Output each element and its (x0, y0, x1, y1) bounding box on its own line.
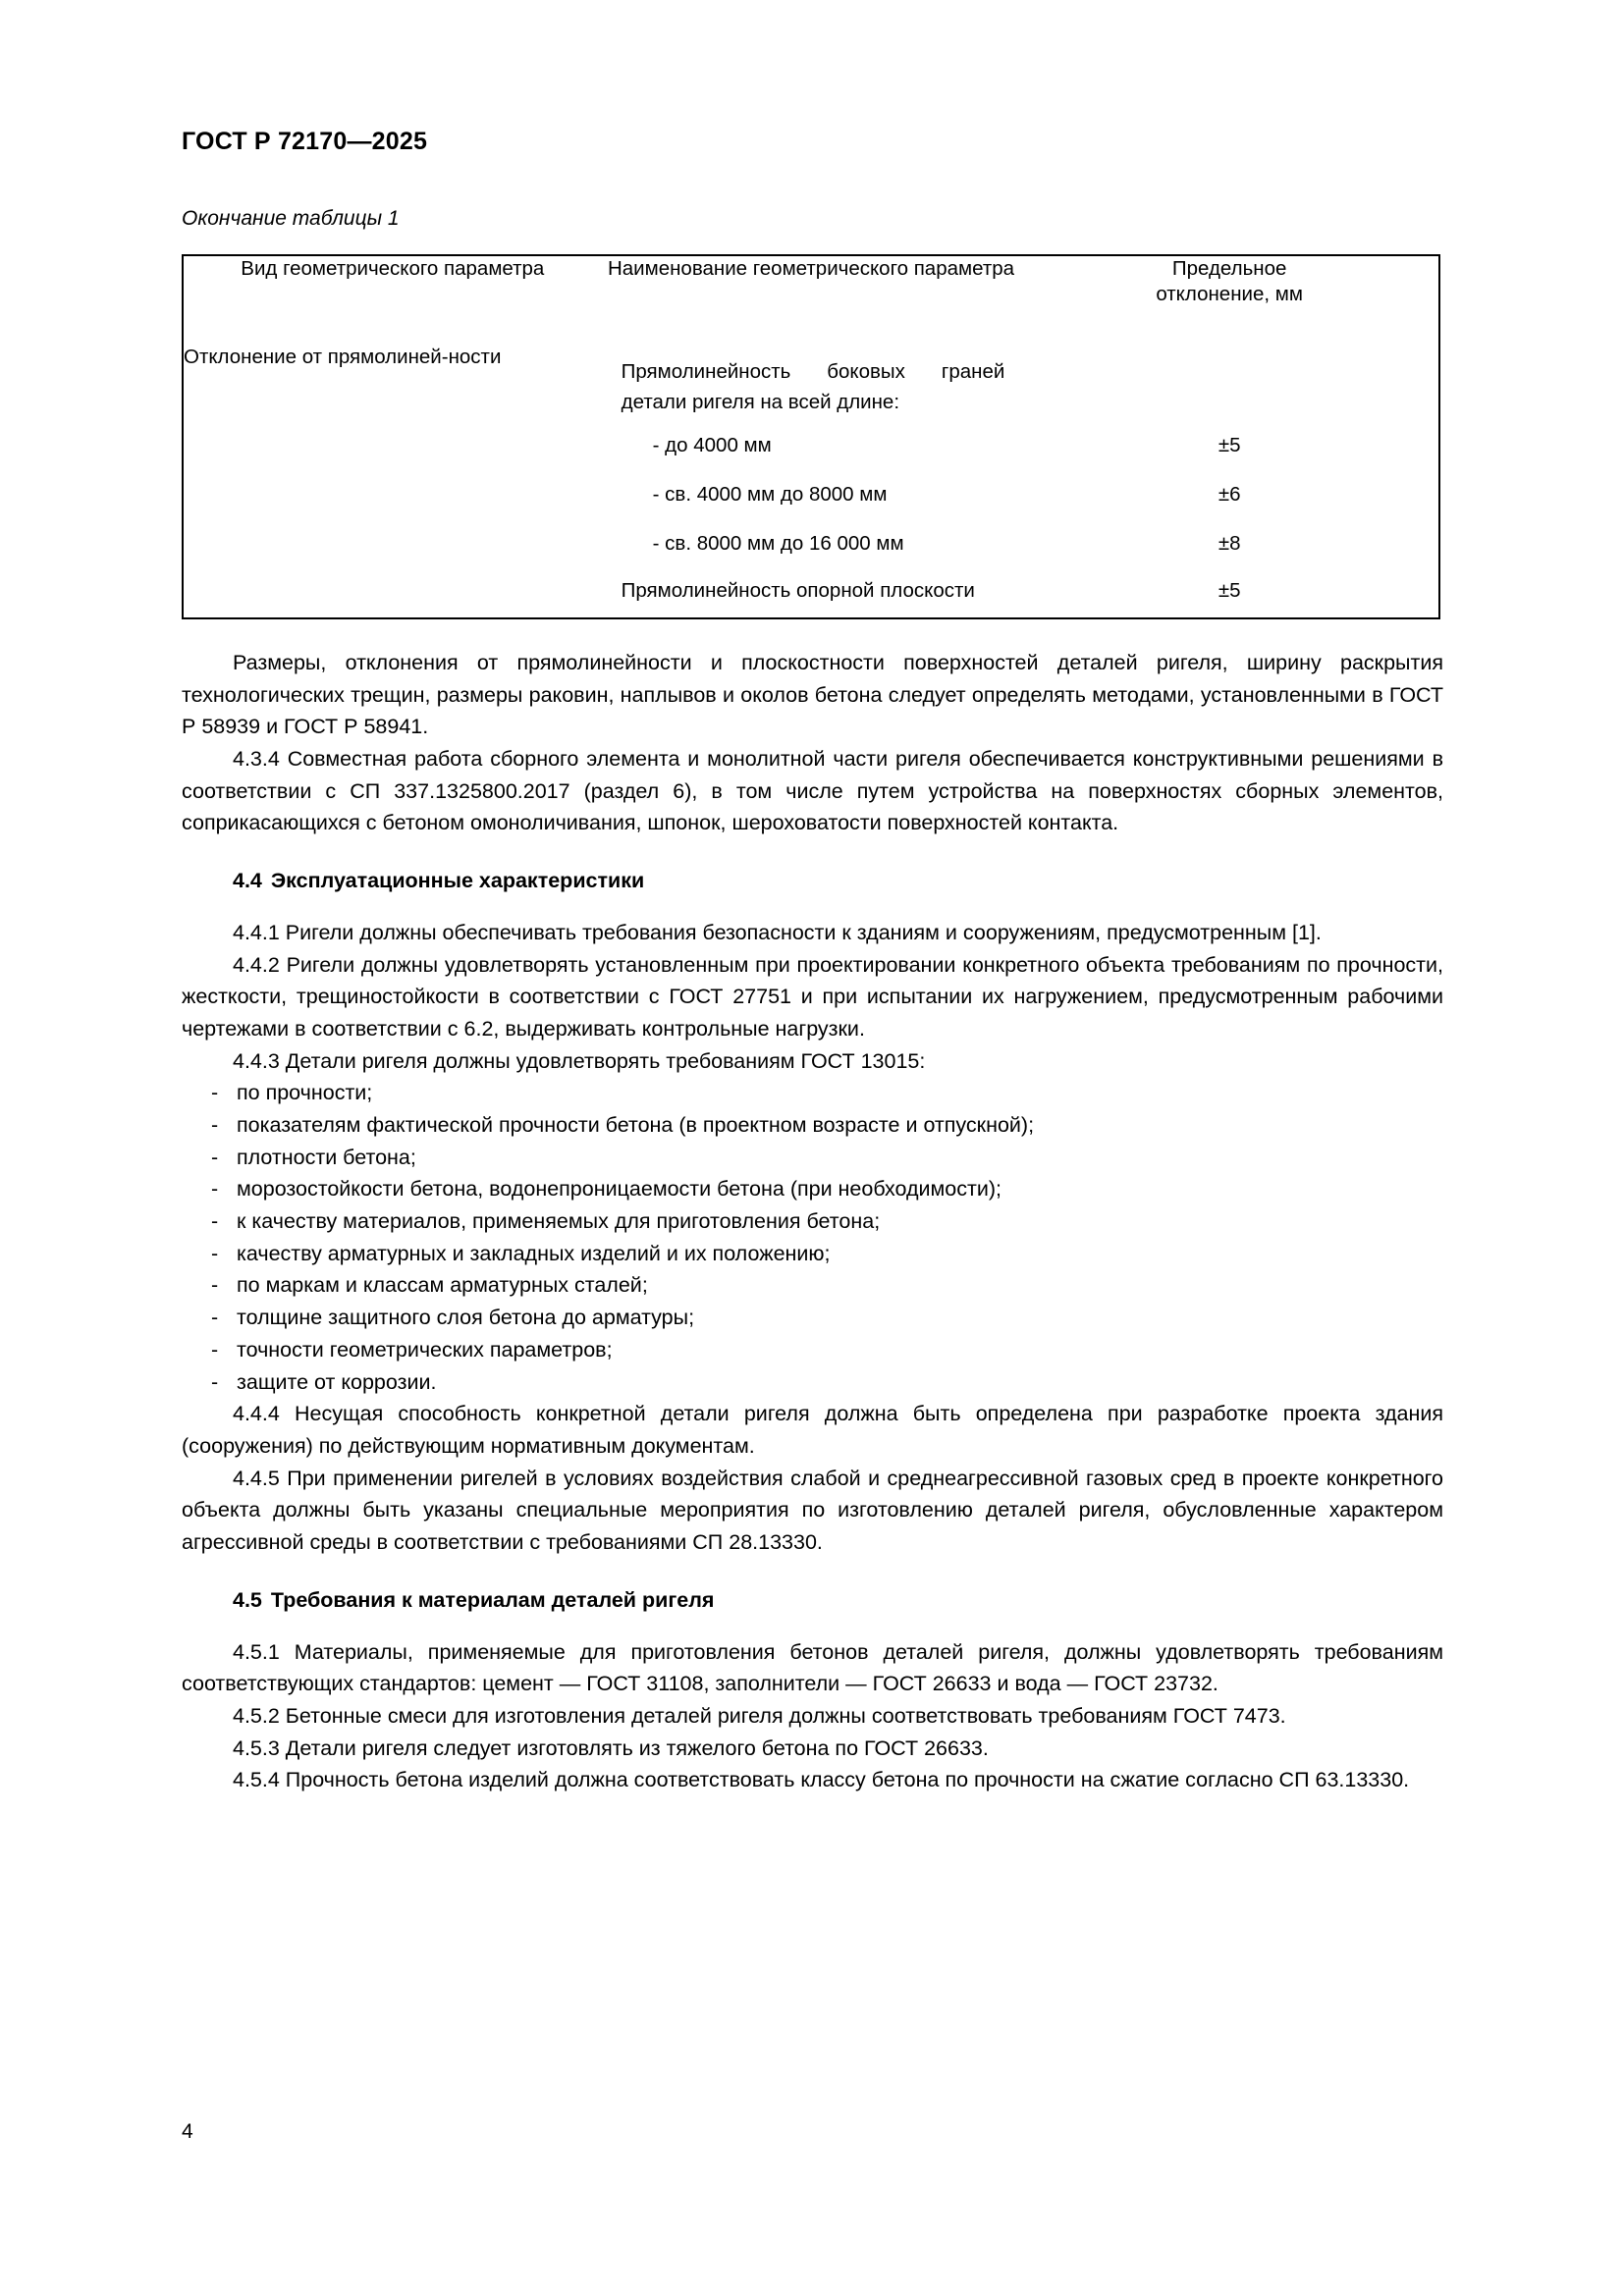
table-caption: Окончание таблицы 1 (182, 207, 400, 230)
paragraph-4-5-3: 4.5.3 Детали ригеля следует изготовлять из тяжелого бетона по ГОСТ 26633. (233, 1735, 989, 1760)
cell-parameter-names (602, 343, 1021, 618)
paragraph-sizes: Размеры, отклонения от прямолинейности и плоскостности поверхностей деталей ригеля, ширину раскрытия технологических трещин, размеры раковин, наплывов и околов бетона следует определять методами, установленными в ГОСТ Р 58939 и ГОСТ Р 58941. (182, 651, 1443, 739)
list-dash: - (211, 1209, 219, 1234)
heading-4-5-title: Требования к материалам деталей ригеля (270, 1587, 715, 1612)
list-dash: - (211, 1177, 219, 1201)
paragraph-4-4-3: 4.4.3 Детали ригеля должны удовлетворять требованиям ГОСТ 13015: (233, 1048, 926, 1073)
list-item-text: точности геометрических параметров; (237, 1337, 613, 1362)
deviation-value-2: ±6 (1218, 483, 1241, 506)
list-dash: - (211, 1241, 219, 1265)
cell-parameter-type: Отклонение от прямолиней-​ности (184, 346, 502, 368)
page-content (182, 128, 1443, 1796)
list-item (182, 1302, 1443, 1334)
paragraph-4-4-1: 4.4.1 Ригели должны обеспечивать требования безопасности к зданиям и сооружениям, предусмотренным [1]. (233, 921, 1322, 945)
list-item (182, 1238, 1443, 1270)
table-header-cell-type: Вид геометрического параметра (241, 257, 545, 280)
list-dash: - (211, 1337, 219, 1362)
list-dash: - (211, 1369, 219, 1394)
parameter-item-4: Прямолинейность опорной плоскости (621, 579, 975, 603)
list-dash: - (211, 1306, 219, 1330)
list-item-text: по прочности; (237, 1081, 373, 1105)
deviation-value-3: ±8 (1218, 531, 1241, 555)
running-header: ГОСТ Р 72170—2025 (182, 128, 428, 155)
cell-deviation-values (1020, 343, 1439, 618)
list-item (182, 1109, 1443, 1142)
deviation-value-1: ±5 (1218, 434, 1241, 457)
list-item-text: морозостойкости бетона, водонепроницаемости бетона (при необходимости); (237, 1177, 1001, 1201)
paragraph-4-4-2: 4.4.2 Ригели должны удовлетворять установленным при проектировании конкретного объекта требованиям по прочности, жесткости, трещиностойкости в соответствии с ГОСТ 27751 и при испытании их нагружением, предусмотренным рабочими чертежами в соответствии с 6.2, выдерживать контрольные нагрузки. (182, 952, 1443, 1041)
page-number: 4 (182, 2120, 193, 2143)
heading-4-4-title: Эксплуатационные характеристики (270, 869, 645, 893)
table-header-cell-name: Наименование геометрического параметра (607, 257, 1015, 280)
list-item-text: по маркам и классам арматурных сталей; (237, 1273, 648, 1298)
parameter-item-1: - до 4000 мм (652, 434, 772, 457)
list-item-text: защите от коррозии. (237, 1369, 437, 1394)
table-header-row (183, 255, 1439, 343)
list-item (182, 1205, 1443, 1238)
table-header-deviation-line2: отклонение, мм (1156, 283, 1303, 306)
table-row (183, 343, 1439, 618)
heading-4-4-number: 4.4 (233, 869, 262, 893)
list-item-text: качеству арматурных и закладных изделий и их положению; (237, 1241, 831, 1265)
list-item (182, 1142, 1443, 1174)
list-dash: - (211, 1081, 219, 1105)
list-item (182, 1366, 1443, 1399)
list-item (182, 1334, 1443, 1366)
parameter-item-3: - св. 8000 мм до 16 000 мм (652, 531, 904, 555)
list-item-text: к качеству материалов, применяемых для приготовления бетона; (237, 1209, 881, 1234)
parameter-item-2: - св. 4000 мм до 8000 мм (652, 483, 888, 506)
list-dash: - (211, 1273, 219, 1298)
heading-4-5 (233, 1588, 1443, 1613)
paragraph-4-4-4: 4.4.4 Несущая способность конкретной детали ригеля должна быть определена при разработке проекта здания (сооружения) по действующим нормативным документам. (182, 1402, 1443, 1458)
deviation-value-4: ±5 (1218, 579, 1241, 603)
table-header-cell-deviation (1020, 255, 1439, 343)
list-4-4-3 (182, 1077, 1443, 1398)
list-item-text: толщине защитного слоя бетона до арматуры; (237, 1306, 695, 1330)
list-item (182, 1173, 1443, 1205)
paragraph-4-5-2: 4.5.2 Бетонные смеси для изготовления деталей ригеля должны соответствовать требованиям ГОСТ 7473. (233, 1703, 1286, 1728)
list-dash: - (211, 1145, 219, 1169)
list-item (182, 1077, 1443, 1109)
paragraph-4-4-5: 4.4.5 При применении ригелей в условиях воздействия слабой и среднеагрессивной газовых сред в проекте конкретного объекта должны быть указаны специальные мероприятия по изготовлению деталей ригеля, обусловленные характером агрессивной среды в соответствии с требованиями СП 28.13330. (182, 1466, 1443, 1554)
list-item-text: показателям фактической прочности бетона (в проектном возрасте и отпускной); (237, 1113, 1035, 1138)
paragraph-4-3-4: 4.3.4 Совместная работа сборного элемента и монолитной части ригеля обеспечивается конструктивными решениями в соответствии с СП 337.1325800.2017 (раздел 6), в том числе путем устройства на поверхностях сборных элементов, соприкасающихся с бетоном омоноличивания, шпонок, шероховатости поверхностей контакта. (182, 747, 1443, 835)
heading-4-4 (233, 869, 1443, 893)
paragraph-4-5-1: 4.5.1 Материалы, применяемые для приготовления бетонов деталей ригеля, должны удовлетворять требованиям соответствующих стандартов: цемент — ГОСТ 31108, заполнители — ГОСТ 26633 и вода — ГОСТ 23732. (182, 1639, 1443, 1696)
table-header-deviation-line1: Предельное (1171, 257, 1287, 280)
list-item (182, 1269, 1443, 1302)
list-item-text: плотности бетона; (237, 1145, 416, 1169)
heading-4-5-number: 4.5 (233, 1587, 262, 1612)
geometric-parameters-table (182, 254, 1440, 619)
paragraph-4-5-4: 4.5.4 Прочность бетона изделий должна соответствовать классу бетона по прочности на сжатие согласно СП 63.13330. (233, 1768, 1410, 1792)
parameter-intro: Прямолинейность боковых граней детали ригеля на всей длине: (621, 360, 1005, 414)
list-dash: - (211, 1113, 219, 1138)
